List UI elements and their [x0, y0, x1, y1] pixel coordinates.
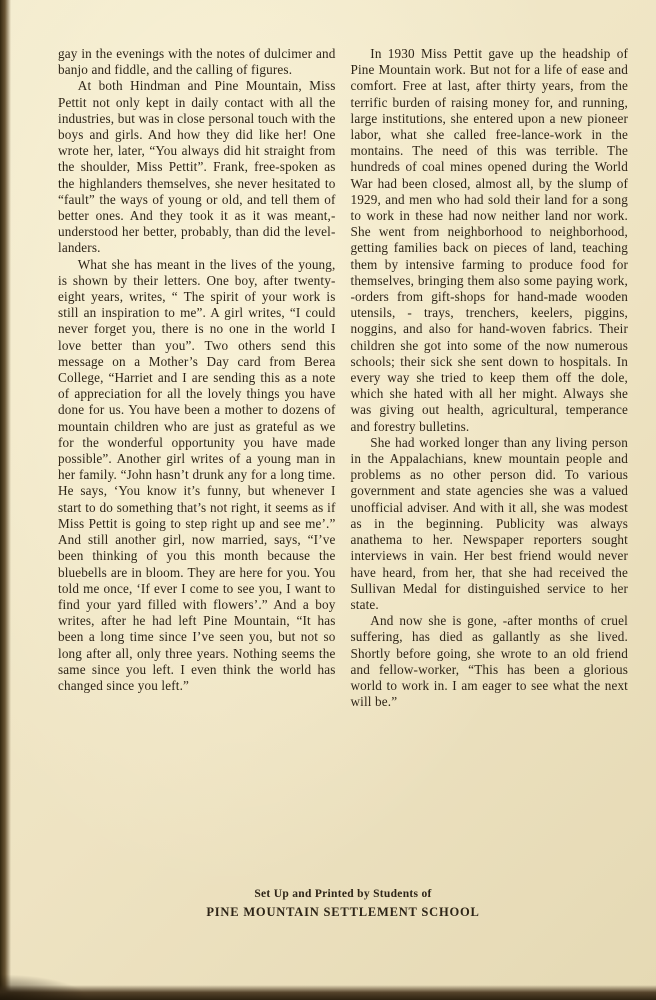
- page-body: [58, 46, 628, 710]
- paragraph: In 1930 Miss Pettit gave up the headship of Pine Mountain work. But not for a life of ease and comfort. Free at last, after thirty years, from the terrific burden of raising money for, and running, large institutions, she entered upon a new pioneer labor, what she called free-lance-work in the montains. The need of this was terrible. The hundreds of coal mines opened during the World War had been closed, almost all, by the slump of 1929, and men who had sold their land for a song to work in these had now neither land nor work. She went from neighborhood to neighborhood, getting families back on pieces of land, teaching them by intensive farming to produce food for themselves, bringing them also some paying work, -orders from gift-shops for hand-made wooden utensils, - trays, trenchers, keelers, piggins, noggins, and also for hand-woven fabrics. Their children she got into some of the now numerous schools; their sick she sent down to hospitals. In every way she tried to keep them off the dole, which she hated with all her might. Always she was giving out health, agricultural, temperance and forestry bulletins.: [350, 46, 628, 434]
- paragraph: At both Hindman and Pine Mountain, Miss Pettit not only kept in daily contact with all the industries, but was in close personal touch with the boys and girls. And how they did like her! One wrote her, later, “You always did hit straight from the shoulder, Miss Pettit”. Frank, free-spoken as the highlanders themselves, she never hesitated to “fault” the ways of young or old, and tell them of better ones. And they took it as it was meant,- understood her better, probably, than did the level-landers.: [58, 78, 336, 256]
- paragraph: She had worked longer than any living person in the Appalachians, knew mountain people and problems as no other person did. To various government and state agencies she was a valued unofficial adviser. And with it all, she was modest as in the beginning. Publicity was always anathema to her. Newspaper reporters sought interviews in vain. Her best friend would never have heard, from her, that she had received the Sullivan Medal for distinguished service to her state.: [350, 434, 628, 612]
- left-column: [58, 46, 336, 710]
- colophon-line2: PINE MOUNTAIN SETTLEMENT SCHOOL: [206, 905, 480, 919]
- colophon: [58, 888, 628, 920]
- paragraph: And now she is gone, -after months of cruel suffering, has died as gallantly as she lived. Shortly before going, she wrote to an old friend and fellow-worker, “This has been a glorious world to work in. I am eager to see what the next will be.”: [350, 613, 628, 710]
- scan-edge-left: [0, 0, 11, 1000]
- scan-corner-shadow: [0, 974, 90, 1000]
- scan-edge-bottom: [0, 985, 656, 1000]
- right-column: [351, 46, 629, 710]
- paragraph: gay in the evenings with the notes of dulcimer and banjo and fiddle, and the calling of figures.: [58, 46, 336, 78]
- colophon-line1: Set Up and Printed by Students of: [254, 888, 432, 900]
- paragraph: What she has meant in the lives of the young, is shown by their letters. One boy, after twenty-eight years, writes, “ The spirit of your work is still an inspiration to me”. A girl writes, “I could never forget you, there is no one in the world I love better than you”. Two others send this message on a Mother’s Day card from Berea College, “Harriet and I are sending this as a note of appreciation for all the lovely things you have done for us. You have been a mother to dozens of mountain children who are just as grateful as we for the wonderful opportunity you have made possible”. Another girl writes of a young man in her family. “John hasn’t drunk any for a long time. He says, ‘You know it’s funny, but whenever I start to do something that’s not right, it seems as if Miss Pettit is going to step right up and see me’.” And still another girl, now married, says, “I’ve been thinking of you this month because the bluebells are in bloom. They are here for you. You told me once, ‘If ever I come to see you, I want to find your yard filled with flowers’.” And a boy writes, after he had left Pine Mountain, “It has been a long time since I’ve seen you, but not so long after all, only three years. Nothing seems the same since you left. I even think the world has changed since you left.”: [58, 256, 336, 693]
